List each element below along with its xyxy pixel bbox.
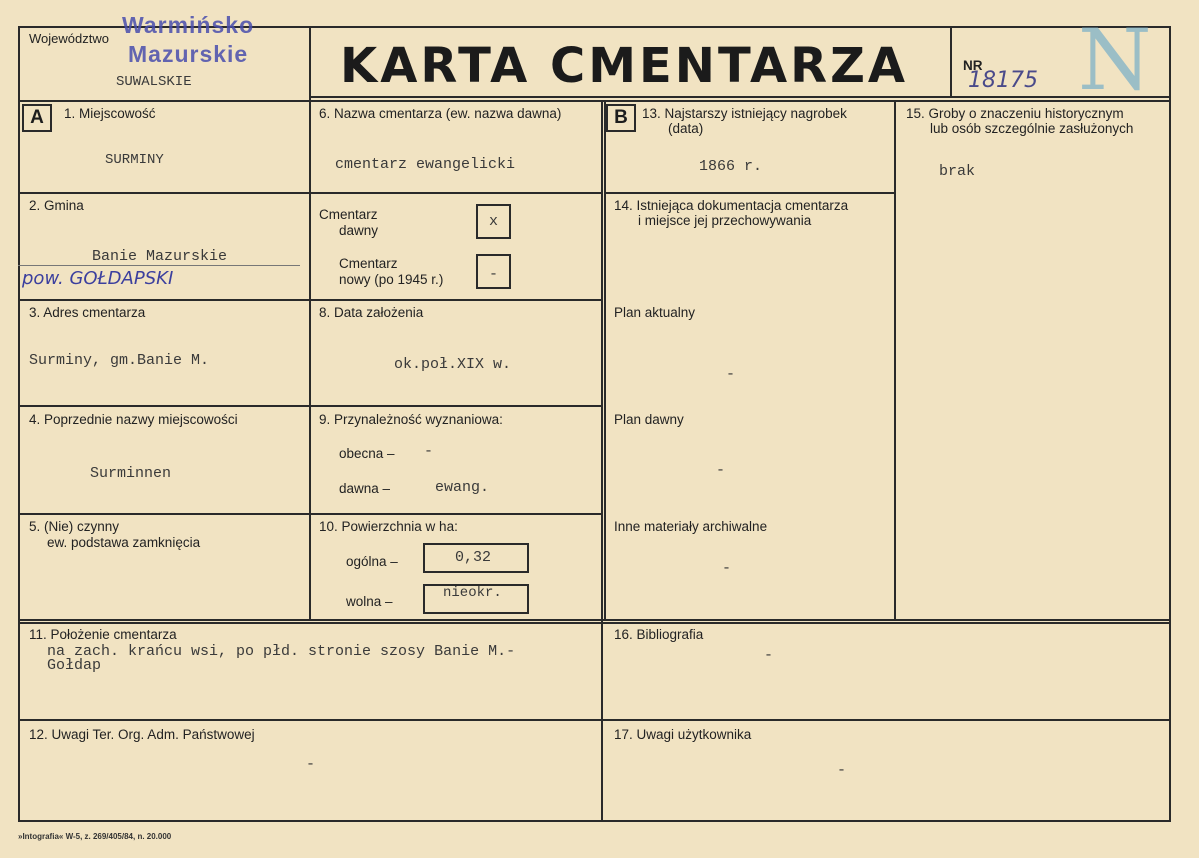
stamp-line-2: Mazurskie [128,41,249,67]
f6-value: cmentarz ewangelicki [335,156,516,173]
f11-value-line1: na zach. krańcu wsi, po płd. stronie szosy Banie M.- [47,643,516,660]
f16-label: 16. Bibliografia [614,627,704,642]
col-divider-2 [601,100,603,822]
other-materials-value: - [722,560,732,577]
f14-label-line2: i miejsce jej przechowywania [638,213,812,228]
f8-label: 8. Data założenia [319,305,424,320]
row-line-4 [18,513,603,515]
f7-new-checkbox [476,254,511,289]
other-materials-label: Inne materiały archiwalne [614,519,768,534]
f1-value: SURMINY [105,152,164,168]
f8-value: ok.poł.XIX w. [394,356,512,373]
f13-label-line2: (data) [668,121,704,136]
plan-current-value: - [726,366,736,383]
f7-new-line1: Cmentarz [339,256,398,271]
nr-value: 18175 [968,68,1038,93]
header-divider [18,100,1171,102]
f7-old-line2: dawny [339,223,379,238]
f13-label-line1: 13. Najstarszy istniejący nagrobek [642,106,847,121]
row-line-1 [18,192,603,194]
print-info: »Intografia« W-5, z. 269/405/84, n. 20.000 [18,832,172,841]
f14-label-line1: 14. Istniejąca dokumentacja cmentarza [614,198,849,213]
row-line-6 [18,719,1171,721]
page-title: KARTA CMENTARZA [340,38,909,94]
row-line-2 [18,299,603,301]
f11-value-line2: Gołdap [47,657,102,674]
f16-value: - [764,647,774,664]
plan-former-value: - [716,462,726,479]
header-divider-v2 [950,26,952,96]
f11-label: 11. Położenie cmentarza [29,627,177,642]
col-divider-3 [894,100,896,620]
plan-former-label: Plan dawny [614,412,684,427]
f9-label: 9. Przynależność wyznaniowa: [319,412,503,427]
plan-current-label: Plan aktualny [614,305,696,320]
f10-total-box [423,543,529,573]
f3-label: 3. Adres cmentarza [29,305,146,320]
f7-new-line2: nowy (po 1945 r.) [339,272,444,287]
wojewodztwo-label: Województwo [29,31,109,46]
f12-value: - [306,756,316,773]
col-divider-1 [309,100,311,620]
f7-old-value: x [489,213,499,230]
f4-value: Surminnen [90,465,172,482]
f9-former-value: ewang. [435,479,490,496]
f10-free-label: wolna – [346,594,393,609]
f13-value: 1866 r. [699,158,763,175]
typed-region: SUWALSKIE [116,74,192,90]
f9-former-label: dawna – [339,481,391,496]
f12-label: 12. Uwagi Ter. Org. Adm. Państwowej [29,727,255,742]
f10-free-value: nieokr. [443,585,502,601]
f15-label-line2: lub osób szczególnie zasłużonych [930,121,1134,136]
f2-label: 2. Gmina [29,198,84,213]
section-b-badge: B [606,104,636,132]
f7-new-value: - [489,266,499,283]
f3-value: Surminy, gm.Banie M. [29,352,210,369]
f5-label-line1: 5. (Nie) czynny [29,519,120,534]
f10-total-label: ogólna – [346,554,398,569]
row-line-5 [18,619,1171,621]
f15-label-line1: 15. Groby o znaczeniu historycznym [906,106,1124,121]
corner-mark: N [1078,11,1152,109]
f9-current-label: obecna – [339,446,395,461]
row-line-1b [605,192,894,194]
f9-current-value: - [424,443,434,460]
f15-value: brak [939,163,976,180]
stamp-line-1: Warmińsko [122,12,255,38]
row-line-5b [18,622,1171,624]
row-line-3 [18,405,603,407]
f10-free-box [423,584,529,614]
header-divider-v1 [309,26,311,96]
f10-total-value: 0,32 [455,549,492,566]
f4-label: 4. Poprzednie nazwy miejscowości [29,412,238,427]
section-a-badge: A [22,104,52,132]
f2-handwritten: pow. GOŁDAPSKI [22,268,174,289]
f7-old-line1: Cmentarz [319,207,378,222]
f2-underline [18,265,300,266]
f17-value: - [837,762,847,779]
f1-label: 1. Miejscowość [64,106,156,121]
f5-label-line2: ew. podstawa zamknięcia [47,535,201,550]
f2-value: Banie Mazurskie [92,248,228,265]
col-divider-2b [604,100,606,620]
f10-label: 10. Powierzchnia w ha: [319,519,458,534]
nr-label: NR [963,58,983,73]
header-divider-inner [309,96,1171,98]
f17-label: 17. Uwagi użytkownika [614,727,752,742]
f7-old-checkbox [476,204,511,239]
f6-label: 6. Nazwa cmentarza (ew. nazwa dawna) [319,106,562,121]
